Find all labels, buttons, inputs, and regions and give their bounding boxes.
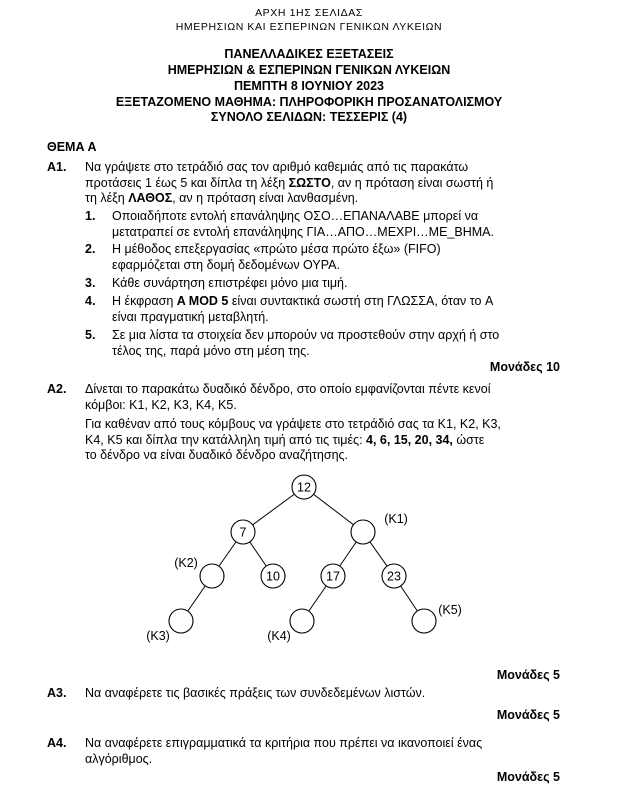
item-number: 5. — [85, 328, 96, 342]
statement-line: εφαρμόζεται στη δομή δεδομένων ΟΥΡΑ. — [112, 257, 340, 272]
a3-text: Να αναφέρετε τις βασικές πράξεις των συνδεδεμένων λιστών. — [85, 686, 426, 700]
node-label-k5: (Κ5) — [438, 603, 462, 617]
a1-points: Μονάδες 10 — [489, 360, 560, 374]
paragraph-line: Δίνεται το παρακάτω δυαδικό δένδρο, στο οποίο εμφανίζονται πέντε κενοί — [85, 382, 491, 396]
item-number: 2. — [85, 242, 96, 256]
statement-line: είναι πραγματική μεταβλητή. — [112, 309, 269, 324]
statement-line: τέλος της, παρά μόνο στη μέση της. — [112, 343, 310, 358]
text-span: προτάσεις 1 έως 5 και δίπλα τη λέξη — [85, 175, 289, 190]
tree-node-k3 — [169, 609, 193, 633]
paragraph-line: κόμβοι: Κ1, Κ2, Κ3, Κ4, Κ5. — [85, 397, 237, 412]
values-list: 4, 6, 15, 20, 34, — [366, 432, 453, 447]
paragraph-line: το δένδρο να είναι δυαδικό δένδρο αναζήτησης. — [85, 448, 349, 462]
tree-node-k4 — [290, 609, 314, 633]
tree-nodes — [169, 475, 436, 633]
text-span: ώστε — [452, 432, 485, 447]
node-value: 7 — [239, 525, 247, 540]
text-span: Η έκφραση — [112, 294, 177, 308]
paragraph-line: Για καθέναν από τους κόμβους να γράψετε στο τετράδιό σας τα Κ1, Κ2, Κ3, — [85, 417, 501, 431]
exam-title: ΠΑΝΕΛΛΑΔΙΚΕΣ ΕΞΕΤΑΣΕΙΣ — [224, 47, 394, 61]
node-value: 17 — [326, 569, 340, 584]
a2-label: Α2. — [47, 382, 67, 396]
exam-schools: ΗΜΕΡΗΣΙΩΝ & ΕΣΠΕΡΙΝΩΝ ΓΕΝΙΚΩΝ ΛΥΚΕΙΩΝ — [167, 63, 451, 77]
correct-keyword: ΣΩΣΤΟ — [288, 175, 331, 190]
theme-heading: ΘΕΜΑ Α — [47, 140, 97, 154]
exam-date: ΠΕΜΠΤΗ 8 ΙΟΥΝΙΟΥ 2023 — [233, 79, 385, 93]
tree-edges — [181, 487, 424, 621]
a1-label: Α1. — [47, 160, 67, 174]
node-value: 10 — [266, 569, 280, 584]
a4-text — [85, 736, 559, 767]
statement-line: Κάθε συνάρτηση επιστρέφει μόνο μια τιμή. — [112, 276, 348, 290]
a1-intro-line: Να γράψετε στο τετράδιό σας τον αριθμό καθεμιάς από τις παρακάτω — [85, 160, 469, 174]
a4-label: Α4. — [47, 736, 67, 750]
tree-node-k2 — [200, 564, 224, 588]
text-span: , αν η πρόταση είναι λανθασμένη. — [172, 191, 359, 205]
text-span: είναι συντακτικά σωστή στη ΓΛΩΣΣΑ, όταν το A — [228, 294, 494, 308]
text-span: Κ4, Κ5 και δίπλα την κατάλληλη τιμή από τις τιμές: — [85, 432, 367, 447]
node-value: 23 — [387, 569, 401, 584]
item-number: 1. — [85, 209, 96, 223]
node-label-k4: (Κ4) — [267, 629, 291, 643]
text-span: , αν η πρόταση είναι σωστή ή — [330, 175, 494, 190]
exam-page-count: ΣΥΝΟΛΟ ΣΕΛΙΔΩΝ: ΤΕΣΣΕΡΙΣ (4) — [210, 110, 408, 124]
paragraph-line: Να αναφέρετε επιγραμματικά τα κριτήρια που πρέπει να ικανοποιεί ένας — [85, 736, 483, 750]
a3-label: Α3. — [47, 686, 67, 700]
statement-line: μετατραπεί σε εντολή επανάληψης ΓΙΑ…ΑΠΟ…ΜΕΧΡΙ…ΜΕ_ΒΗΜΑ. — [112, 224, 494, 239]
statement-line: Οποιαδήποτε εντολή επανάληψης ΟΣΟ…ΕΠΑΝΑΛΑΒΕ μπορεί να — [112, 209, 479, 223]
statement-line: Η μέθοδος επεξεργασίας «πρώτο μέσα πρώτο έξω» (FIFO) — [112, 242, 441, 256]
item-number: 4. — [85, 294, 96, 308]
exam-subject: ΕΞΕΤΑΖΟΜΕΝΟ ΜΑΘΗΜΑ: ΠΛΗΡΟΦΟΡΙΚΗ ΠΡΟΣΑΝΑΤΟΛΙΣΜΟΥ — [115, 95, 503, 109]
text-span: τη λέξη — [85, 191, 129, 205]
tree-node-k1 — [351, 520, 375, 544]
a2-points: Μονάδες 5 — [496, 668, 560, 682]
wrong-keyword: ΛΑΘΟΣ — [128, 191, 173, 205]
node-label-k1: (Κ1) — [384, 512, 408, 526]
page-start-header: ΑΡΧΗ 1ΗΣ ΣΕΛΙΔΑΣ — [255, 7, 363, 19]
node-label-k2: (Κ2) — [174, 556, 198, 570]
node-value-root: 12 — [297, 480, 311, 495]
schools-header: ΗΜΕΡΗΣΙΩΝ ΚΑΙ ΕΣΠΕΡΙΝΩΝ ΓΕΝΙΚΩΝ ΛΥΚΕΙΩΝ — [175, 21, 443, 33]
tree-node-k5 — [412, 609, 436, 633]
expression: A MOD 5 — [176, 294, 229, 308]
statement-line: Σε μια λίστα τα στοιχεία δεν μπορούν να προστεθούν στην αρχή ή στο — [112, 328, 500, 342]
a4-points: Μονάδες 5 — [496, 770, 560, 784]
a3-points: Μονάδες 5 — [496, 708, 560, 722]
node-label-k3: (Κ3) — [146, 629, 170, 643]
paragraph-line: αλγόριθμος. — [85, 751, 153, 766]
item-number: 3. — [85, 276, 96, 290]
